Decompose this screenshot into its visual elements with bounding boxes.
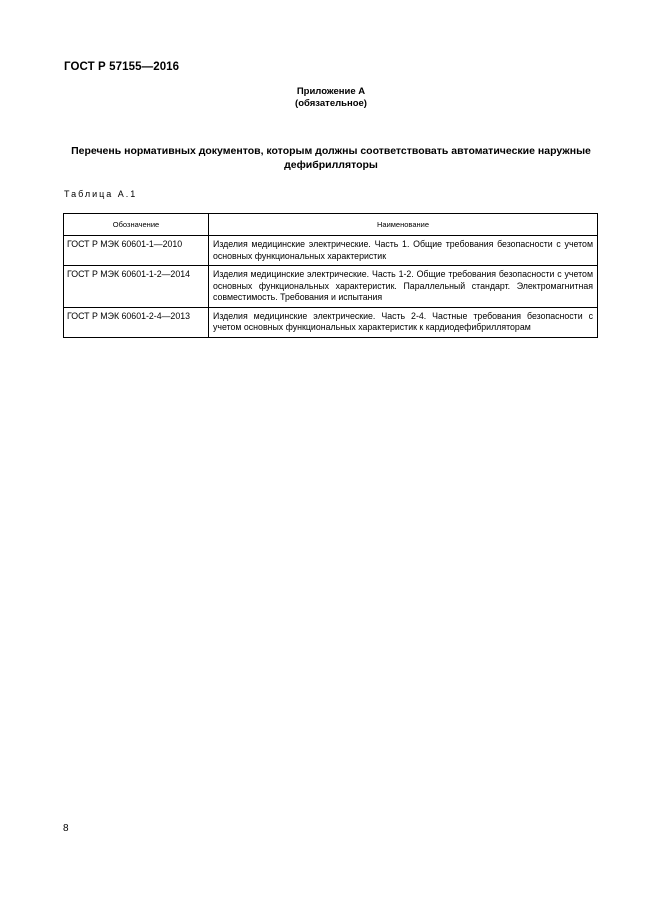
table-label: Таблица А.1 bbox=[64, 189, 138, 199]
table-cell-code: ГОСТ Р МЭК 60601-1-2—2014 bbox=[64, 266, 209, 308]
document-code: ГОСТ Р 57155—2016 bbox=[64, 61, 180, 73]
table-cell-code: ГОСТ Р МЭК 60601-1—2010 bbox=[64, 236, 209, 266]
normative-documents-table bbox=[63, 213, 598, 338]
appendix-status: (обязательное) bbox=[295, 98, 367, 109]
section-heading: Перечень нормативных документов, которым должны соответствовать автоматические наружные дефибрилляторы bbox=[71, 145, 591, 171]
column-header-name: Наименование bbox=[209, 214, 598, 236]
table-row bbox=[64, 236, 598, 266]
table-cell-code: ГОСТ Р МЭК 60601-2-4—2013 bbox=[64, 307, 209, 337]
table-cell-name: Изделия медицинские электрические. Часть 1-2. Общие требования безопасности с учетом основных функциональных характеристик. Параллельный стандарт. Электромагнитная совместимость. Требования и испытания bbox=[209, 266, 598, 308]
column-header-code: Обозначение bbox=[64, 214, 209, 236]
appendix-title: Приложение А bbox=[296, 86, 366, 97]
table-cell-name: Изделия медицинские электрические. Часть 1. Общие требования безопасности с учетом основных функциональных характеристик bbox=[209, 236, 598, 266]
table-row bbox=[64, 266, 598, 308]
page-number: 8 bbox=[63, 823, 69, 834]
table-cell-name: Изделия медицинские электрические. Часть 2-4. Частные требования безопасности с учетом основных функциональных характеристик к кардиодефибрилляторам bbox=[209, 307, 598, 337]
table-header-row bbox=[64, 214, 598, 236]
table-row bbox=[64, 307, 598, 337]
